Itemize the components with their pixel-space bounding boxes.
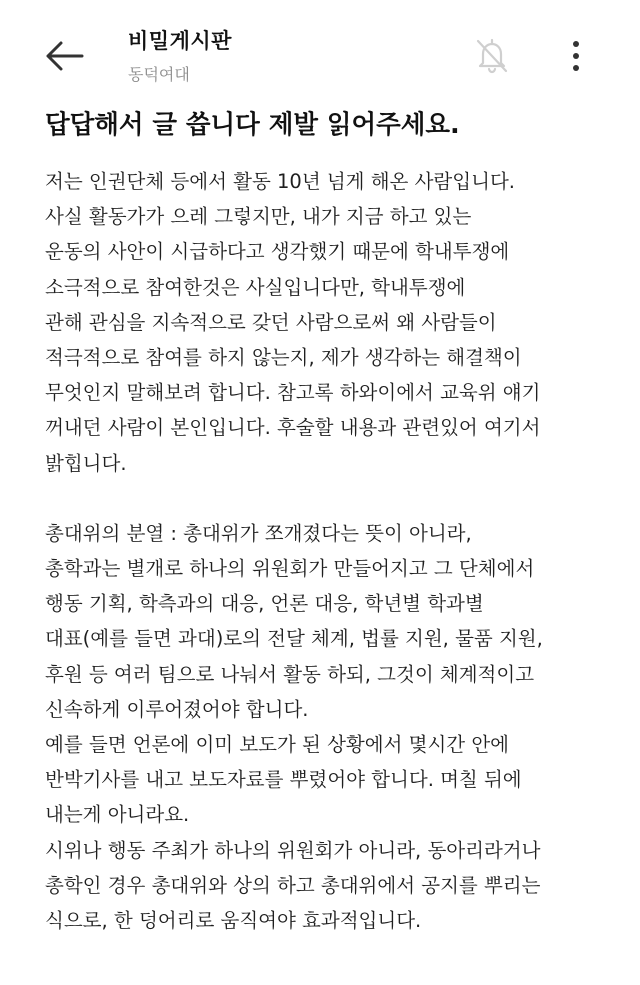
- body-line: 적극적으로 참여를 하지 않는지, 제가 생각하는 해결책이: [45, 345, 522, 369]
- body-line: 식으로, 한 덩어리로 움직여야 효과적입니다.: [45, 908, 422, 932]
- body-line: 행동 기획, 학측과의 대응, 언론 대응, 학년별 학과별: [45, 592, 484, 616]
- body-line: 관해 관심을 지속적으로 갖던 사람으로써 왜 사람들이: [45, 310, 497, 334]
- arrow-left-icon: [44, 40, 84, 72]
- post-body: [45, 164, 630, 938]
- body-line: 대표(예를 들면 과대)로의 전달 체계, 법률 지원, 물품 지원,: [45, 627, 543, 651]
- body-line: 시위나 행동 주최가 하나의 위원회가 아니라, 동아리라거나: [45, 838, 541, 862]
- post-title: 답답해서 글 씁니다 제발 읽어주세요.: [45, 110, 460, 140]
- body-line: 저는 인권단체 등에서 활동 10년 넘게 해온 사람입니다.: [45, 170, 515, 193]
- body-line: 반박기사를 내고 보도자료를 뿌렸어야 합니다. 며칠 뒤에: [45, 768, 522, 792]
- bell-off-icon: [472, 36, 512, 76]
- paragraph-gap: [45, 481, 630, 516]
- app-header: [0, 0, 640, 108]
- notification-toggle-button[interactable]: [466, 30, 518, 82]
- body-line: 총학과는 별개로 하나의 위원회가 만들어지고 그 단체에서: [45, 557, 535, 581]
- board-info: [128, 26, 232, 88]
- body-line: 총학인 경우 총대위와 상의 하고 총대위에서 공지를 뿌리는: [45, 873, 541, 897]
- body-line: 내는게 아니라요.: [45, 803, 190, 827]
- body-line: 밝힙니다.: [45, 451, 127, 475]
- body-line: 꺼내던 사람이 본인입니다. 후술할 내용과 관련있어 여기서: [45, 416, 541, 440]
- body-line: 무엇인지 말해보려 합니다. 참고록 하와이에서 교육위 얘기: [45, 381, 541, 405]
- school-name: 동덕여대: [128, 65, 190, 84]
- more-options-button[interactable]: [556, 30, 596, 82]
- body-line: 예를 들면 언론에 이미 보도가 된 상황에서 몇시간 안에: [45, 733, 510, 756]
- more-vertical-icon: [571, 40, 581, 72]
- body-line: 신속하게 이루어졌어야 합니다.: [45, 697, 309, 721]
- back-button[interactable]: [36, 28, 92, 84]
- body-line: 총대위의 분열 : 총대위가 쪼개졌다는 뜻이 아니라,: [45, 521, 472, 545]
- body-line: 후원 등 여러 팀으로 나눠서 활동 하되, 그것이 체계적이고: [45, 662, 535, 686]
- body-line: 운동의 사안이 시급하다고 생각했기 때문에 학내투쟁에: [45, 240, 510, 264]
- body-line: 소극적으로 참여한것은 사실입니다만, 학내투쟁에: [45, 275, 466, 299]
- board-title: 비밀게시판: [128, 29, 232, 53]
- body-line: 사실 활동가가 으레 그렇지만, 내가 지금 하고 있는: [45, 205, 472, 229]
